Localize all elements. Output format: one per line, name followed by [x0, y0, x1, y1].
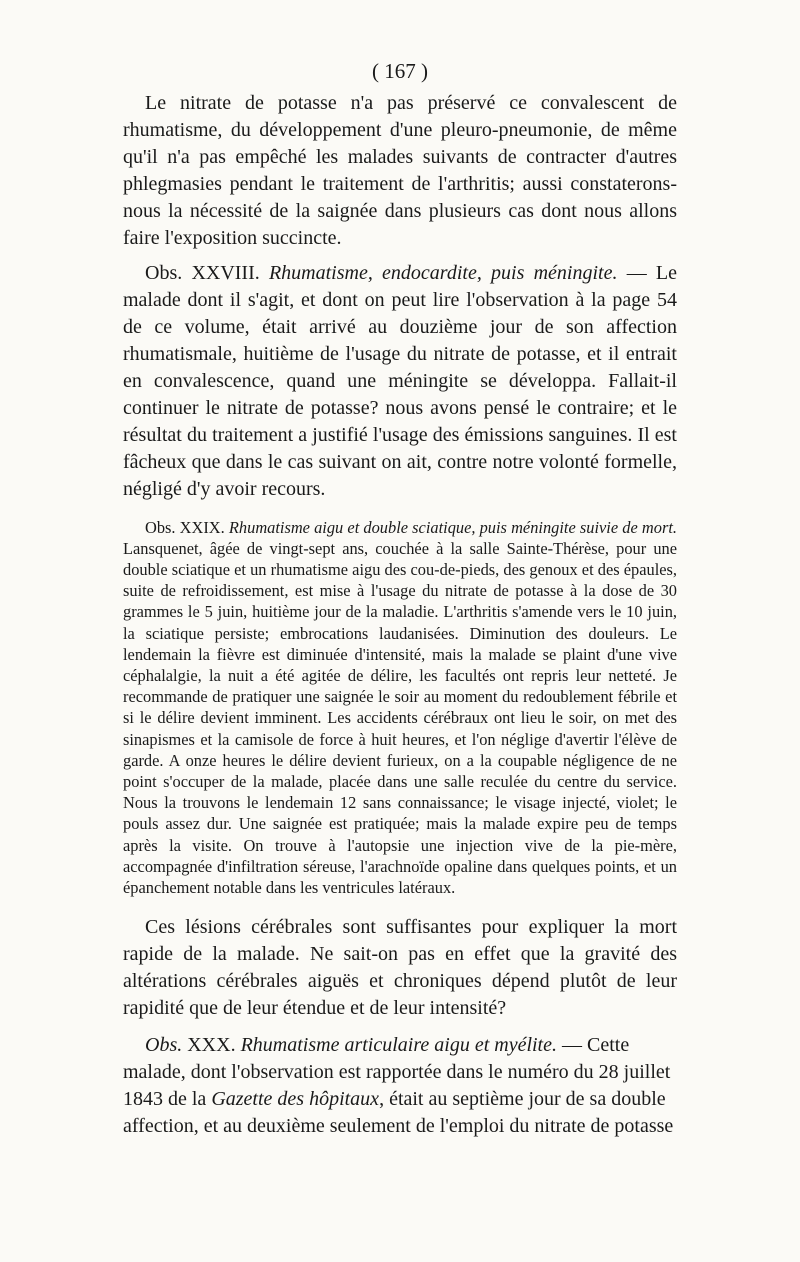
- obs-30-title: Rhumatisme articulaire aigu et myélite.: [240, 1033, 557, 1056]
- obs-30-text-before: Cette malade, dont l'observation est rapportée dans le numéro du 28 juillet 1843 de la: [123, 1033, 671, 1110]
- obs-29-title: Rhumatisme aigu et double sciatique, puis méningite suivie de mort.: [228, 517, 677, 537]
- page: [123, 58, 677, 1140]
- paragraph-discussion: Ces lésions cérébrales sont suffisantes pour expliquer la mort rapide de la malade. Ne sait-on pas en effet que la gravité des altérations cérébrales aiguës et chroniques dépend plutôt de leur rapidité que de leur étendue et de leur intensité?: [123, 916, 677, 1019]
- observation-29: [123, 517, 677, 899]
- paragraph-intro: Le nitrate de potasse n'a pas préservé ce convalescent de rhumatisme, du développement d'une pleuro-pneumonie, de même qu'il n'a pas empêché les malades suivants de contracter d'autres phlegmasies pendant le traitement de l'arthritis; aussi constaterons-nous la nécessité de la saignée dans plusieurs cas dont nous allons faire l'exposition succincte.: [123, 92, 677, 249]
- obs-29-text: Lansquenet, âgée de vingt-sept ans, couchée à la salle Sainte-Thérèse, pour une double sciatique et un rhumatisme aigu des cou-de-pieds, des genoux et des épaules, suite de refroidissement, est mise à l'usage du nitrate de potasse à la dose de 30 grammes le 5 juin, huitième jour de la maladie. L'arthritis s'amende vers le 10 juin, la sciatique persiste; embrocations laudanisées. Diminution des douleurs. Le lendemain la fièvre est diminuée d'intensité, mais la malade se plaint d'une vive céphalalgie, la nuit a été agitée de délire, les facultés ont repris leur netteté. Je recommande de pratiquer une saignée le soir au moment du redoublement fébrile et si le délire devient imminent. Les accidents cérébraux ont lieu le soir, on met des sinapismes et la camisole de force à huit heures, et l'on néglige d'avertir l'élève de garde. A onze heures le délire devient furieux, on a la coupable négligence de ne point s'occuper de la malade, placée dans une salle reculée du centre du service. Nous la trouvons le lendemain 12 sans connaissance; le visage injecté, violet; le pouls assez dur. Une saignée est pratiquée; mais la malade expire peu de temps après la visite. On trouve à l'autopsie une injection vive de la pie-mère, accompagnée d'infiltration séreuse, l'arachnoïde opaline dans quelques points, et un épanchement notable dans les ventricules latéraux.: [123, 538, 677, 898]
- obs-28-title: Rhumatisme, endocardite, puis méningite.: [268, 262, 618, 285]
- obs-28-label: Obs. XXVIII.: [145, 262, 260, 285]
- obs-28-text: Le malade dont il s'agit, et dont on peut lire l'observation à la page 54 de ce volume, était arrivé au douzième jour de son affection rhumatismale, huitième de l'usage du nitrate de potasse, et il entrait en convalescence, quand une méningite se développa. Fallait-il continuer le nitrate de potasse? nous avons pensé le contraire; et le résultat du traitement a justifié l'usage des émissions sanguines. Il est fâcheux que dans le cas suivant on ait, contre notre volonté formelle, négligé d'y avoir recours.: [123, 262, 678, 500]
- observation-30: [123, 1032, 677, 1140]
- obs-30-text-after: , était au septième jour de sa double affection, et au deuxième seulement de l'emploi du nitrate de potasse: [123, 1087, 674, 1137]
- obs-30-label: Obs.: [145, 1033, 183, 1056]
- page-number: ( 167 ): [372, 59, 428, 83]
- obs-30-dash: —: [562, 1033, 582, 1056]
- obs-30-number: XXX.: [187, 1033, 236, 1056]
- obs-29-label: Obs. XXIX.: [145, 517, 225, 537]
- observation-28: [123, 260, 677, 502]
- obs-30-journal: Gazette des hôpitaux: [211, 1087, 380, 1110]
- obs-28-dash: —: [626, 262, 647, 285]
